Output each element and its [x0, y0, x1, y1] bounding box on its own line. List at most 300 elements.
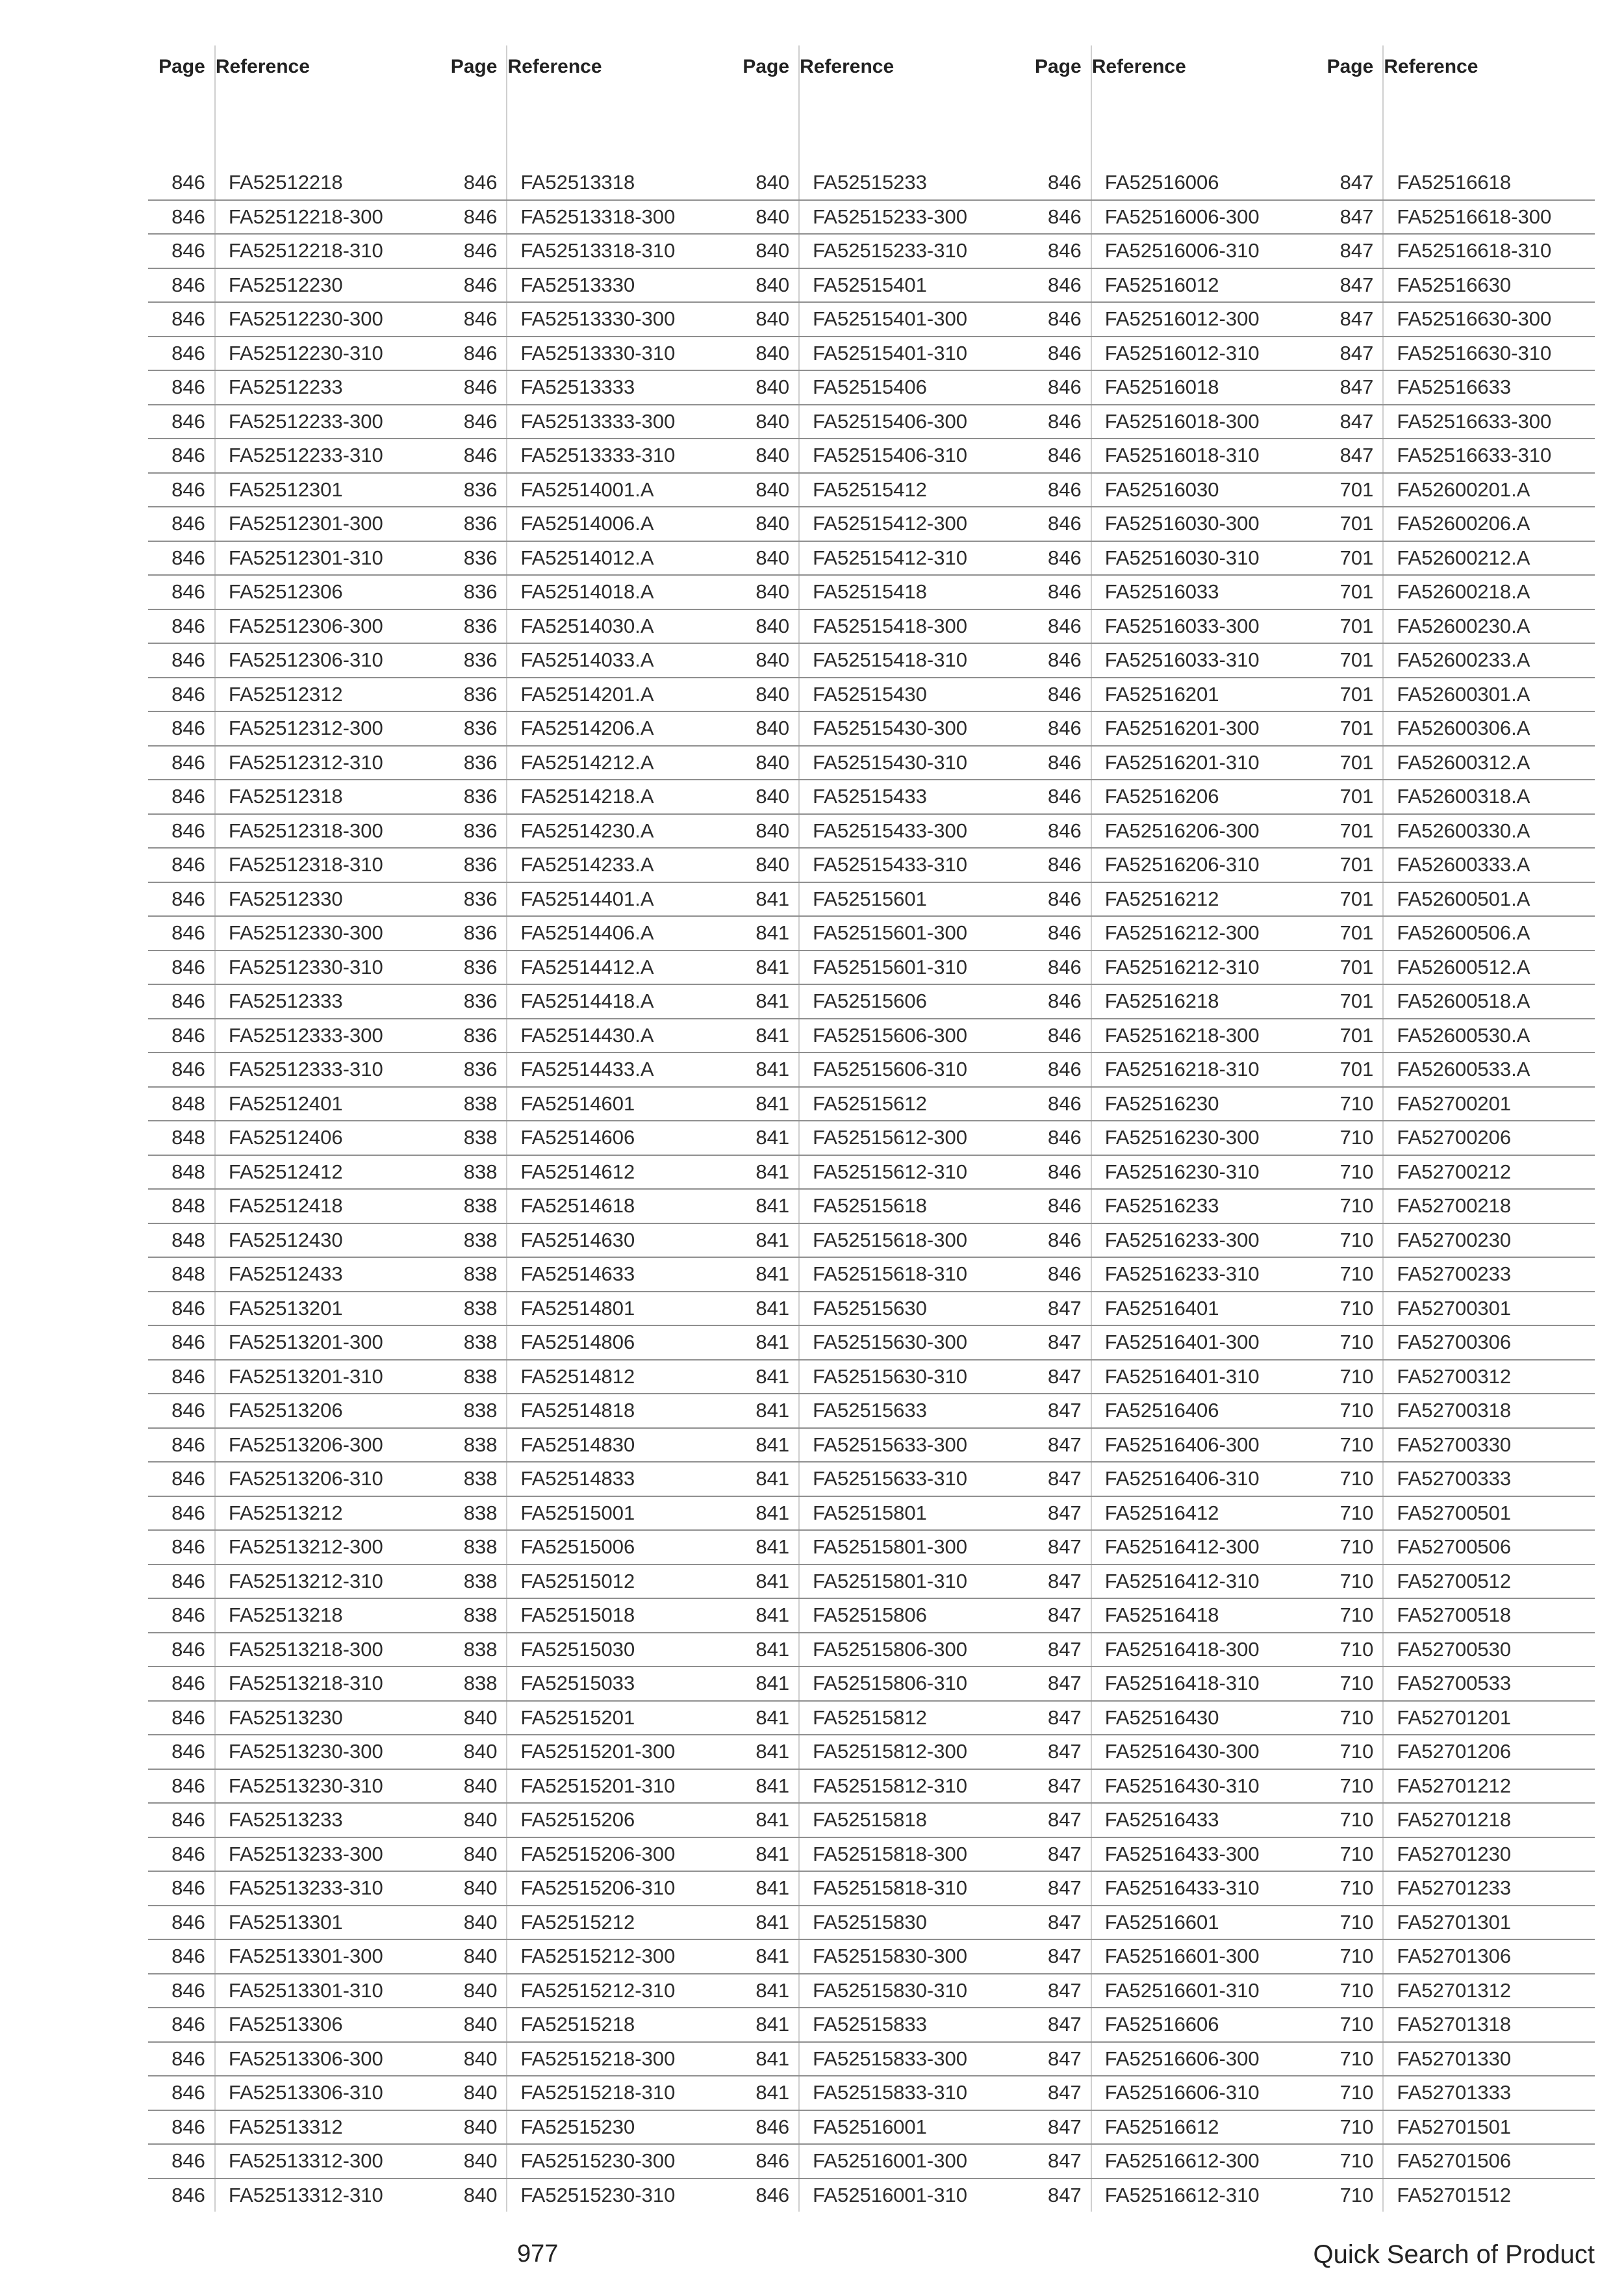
page-cell: 836 — [440, 507, 507, 541]
reference-cell: FA52600201.A — [1383, 473, 1595, 507]
page-cell: 838 — [440, 1223, 507, 1258]
page-cell: 846 — [148, 1701, 215, 1735]
page-cell: 840 — [732, 678, 799, 712]
reference-cell: FA52516618-300 — [1383, 200, 1595, 235]
page-cell: 846 — [148, 507, 215, 541]
reference-cell: FA52701301 — [1383, 1906, 1595, 1940]
page-cell: 841 — [732, 1633, 799, 1667]
table-row — [148, 1701, 1595, 1735]
page-cell: 846 — [1024, 507, 1091, 541]
reference-cell: FA52516633 — [1383, 370, 1595, 405]
reference-cell: FA52516606 — [1091, 2008, 1317, 2042]
table-row — [148, 1360, 1595, 1394]
reference-cell: FA52513301-300 — [215, 1939, 440, 1974]
reference-cell: FA52516406 — [1091, 1394, 1317, 1428]
page-cell: 847 — [1024, 1598, 1091, 1633]
reference-cell: FA52600501.A — [1383, 882, 1595, 917]
reference-cell: FA52512330-300 — [215, 916, 440, 951]
page-cell: 840 — [440, 1837, 507, 1872]
reference-cell: FA52514433.A — [507, 1053, 732, 1087]
reference-cell: FA52515233-300 — [799, 200, 1024, 235]
page-cell: 846 — [148, 200, 215, 235]
reference-cell: FA52515212-310 — [507, 1974, 732, 2008]
reference-cell: FA52515630-300 — [799, 1325, 1024, 1360]
page-cell: 846 — [732, 2110, 799, 2145]
page-cell: 847 — [1024, 1906, 1091, 1940]
table-row — [148, 1019, 1595, 1053]
reference-cell: FA52512218-300 — [215, 200, 440, 235]
page-cell: 846 — [148, 2144, 215, 2178]
reference-cell: FA52513330 — [507, 268, 732, 303]
reference-cell: FA52515833 — [799, 2008, 1024, 2042]
page-cell: 840 — [732, 575, 799, 609]
reference-cell: FA52516601 — [1091, 1906, 1317, 1940]
reference-cell: FA52516430-300 — [1091, 1735, 1317, 1769]
page-cell: 836 — [440, 951, 507, 985]
page-cell: 846 — [148, 1871, 215, 1906]
reference-cell: FA52516418-310 — [1091, 1667, 1317, 1701]
reference-cell: FA52513233-310 — [215, 1871, 440, 1906]
reference-cell: FA52512412 — [215, 1155, 440, 1190]
reference-cell: FA52700301 — [1383, 1292, 1595, 1326]
reference-cell: FA52600230.A — [1383, 609, 1595, 644]
reference-cell: FA52513318-310 — [507, 234, 732, 268]
page-cell: 840 — [732, 780, 799, 814]
page-cell: 846 — [440, 268, 507, 303]
page-cell: 847 — [1317, 405, 1384, 439]
page-cell: 841 — [732, 1019, 799, 1053]
reference-cell: FA52513330-310 — [507, 337, 732, 371]
page-cell: 836 — [440, 541, 507, 576]
table-row — [148, 370, 1595, 405]
reference-cell: FA52516401-300 — [1091, 1325, 1317, 1360]
reference-cell: FA52516001 — [799, 2110, 1024, 2145]
reference-cell: FA52701501 — [1383, 2110, 1595, 2145]
reference-cell: FA52600518.A — [1383, 984, 1595, 1019]
page-column-header: Page — [1326, 56, 1374, 77]
reference-cell: FA52512418 — [215, 1189, 440, 1223]
reference-cell: FA52516001-300 — [799, 2144, 1024, 2178]
reference-cell: FA52701233 — [1383, 1871, 1595, 1906]
page-cell: 838 — [440, 1257, 507, 1292]
page-cell: 701 — [1317, 1019, 1384, 1053]
page-cell: 701 — [1317, 575, 1384, 609]
reference-cell: FA52515006 — [507, 1530, 732, 1565]
reference-cell: FA52515812-310 — [799, 1769, 1024, 1804]
reference-cell: FA52515018 — [507, 1598, 732, 1633]
page-cell: 841 — [732, 1360, 799, 1394]
reference-cell: FA52600312.A — [1383, 746, 1595, 780]
page-cell: 841 — [732, 1292, 799, 1326]
page-cell: 846 — [148, 1974, 215, 2008]
page-cell: 701 — [1317, 507, 1384, 541]
page-cell: 841 — [732, 984, 799, 1019]
reference-cell: FA52516033-300 — [1091, 609, 1317, 644]
reference-cell: FA52600218.A — [1383, 575, 1595, 609]
page-cell: 841 — [732, 1325, 799, 1360]
page-cell: 841 — [732, 1496, 799, 1531]
reference-cell: FA52515230 — [507, 2110, 732, 2145]
reference-cell: FA52513318-300 — [507, 200, 732, 235]
page-cell: 841 — [732, 1974, 799, 2008]
page-cell: 836 — [440, 678, 507, 712]
reference-cell: FA52516233-310 — [1091, 1257, 1317, 1292]
reference-cell: FA52512233-300 — [215, 405, 440, 439]
reference-cell: FA52513301-310 — [215, 1974, 440, 2008]
page-cell: 847 — [1317, 234, 1384, 268]
page-cell: 846 — [148, 1769, 215, 1804]
page-cell: 841 — [732, 1257, 799, 1292]
page-cell: 840 — [440, 1803, 507, 1837]
reference-cell: FA52513333-310 — [507, 439, 732, 473]
reference-cell: FA52514430.A — [507, 1019, 732, 1053]
reference-cell: FA52515812-300 — [799, 1735, 1024, 1769]
reference-cell: FA52515212 — [507, 1906, 732, 1940]
page-cell: 838 — [440, 1360, 507, 1394]
page-cell: 847 — [1024, 2110, 1091, 2145]
page-cell: 846 — [1024, 984, 1091, 1019]
table-row — [148, 2144, 1595, 2178]
page-cell: 846 — [1024, 746, 1091, 780]
reference-cell: FA52512230 — [215, 268, 440, 303]
page-cell: 846 — [148, 370, 215, 405]
reference-cell: FA52515833-300 — [799, 2042, 1024, 2076]
reference-cell: FA52516601-300 — [1091, 1939, 1317, 1974]
reference-cell: FA52512301 — [215, 473, 440, 507]
page-cell: 701 — [1317, 1053, 1384, 1087]
page-cell: 846 — [148, 780, 215, 814]
page-cell: 840 — [732, 541, 799, 576]
page-cell: 847 — [1317, 337, 1384, 371]
reference-cell: FA52516201-310 — [1091, 746, 1317, 780]
table-row — [148, 1769, 1595, 1804]
page-cell: 841 — [732, 2008, 799, 2042]
reference-cell: FA52516212-300 — [1091, 916, 1317, 951]
reference-cell: FA52516006 — [1091, 166, 1317, 200]
page-cell: 840 — [732, 711, 799, 746]
page-cell: 701 — [1317, 678, 1384, 712]
page-cell: 840 — [440, 1871, 507, 1906]
reference-cell: FA52516633-310 — [1383, 439, 1595, 473]
page-cell: 841 — [732, 1053, 799, 1087]
page-cell: 836 — [440, 916, 507, 951]
reference-cell: FA52515633-300 — [799, 1428, 1024, 1463]
page-cell: 841 — [732, 1530, 799, 1565]
reference-cell: FA52515430-300 — [799, 711, 1024, 746]
page-cell: 710 — [1317, 1871, 1384, 1906]
reference-cell: FA52516233 — [1091, 1189, 1317, 1223]
page-cell: 840 — [463, 2183, 498, 2206]
page-cell: 846 — [148, 848, 215, 882]
reference-cell: FA52513330-300 — [507, 302, 732, 337]
page-cell: 710 — [1317, 1530, 1384, 1565]
page-cell: 710 — [1317, 2008, 1384, 2042]
reference-cell: FA52515418 — [799, 575, 1024, 609]
page-cell: 836 — [440, 780, 507, 814]
page-cell: 841 — [732, 1735, 799, 1769]
page-cell: 840 — [440, 2008, 507, 2042]
page-cell: 846 — [148, 302, 215, 337]
page-cell: 840 — [440, 2144, 507, 2178]
page-cell: 840 — [732, 234, 799, 268]
page-cell: 841 — [732, 2076, 799, 2110]
page-cell: 838 — [440, 1667, 507, 1701]
reference-cell: FA52700533 — [1383, 1667, 1595, 1701]
reference-cell: FA52600318.A — [1383, 780, 1595, 814]
page-cell: 838 — [440, 1633, 507, 1667]
reference-cell: FA52515612-300 — [799, 1121, 1024, 1155]
reference-cell: FA52512233-310 — [215, 439, 440, 473]
page-cell: 846 — [1024, 234, 1091, 268]
reference-cell: FA52515812 — [799, 1701, 1024, 1735]
header-spacer — [148, 88, 1595, 166]
page-cell: 847 — [1317, 166, 1384, 200]
page-cell: 847 — [1024, 1735, 1091, 1769]
page-cell: 846 — [1024, 780, 1091, 814]
reference-column-header: Reference — [1383, 45, 1595, 88]
reference-cell: FA52514012.A — [507, 541, 732, 576]
page-cell: 846 — [148, 2110, 215, 2145]
page-cell: 838 — [440, 1155, 507, 1190]
table-row — [148, 1735, 1595, 1769]
page-cell: 847 — [1317, 439, 1384, 473]
page-cell: 846 — [148, 473, 215, 507]
reference-cell: FA52516618 — [1383, 166, 1595, 200]
reference-cell: FA52513333-300 — [507, 405, 732, 439]
reference-cell: FA52515201-310 — [507, 1769, 732, 1804]
reference-cell: FA52515412-300 — [799, 507, 1024, 541]
page-cell: 846 — [1024, 473, 1091, 507]
reference-cell: FA52516218-300 — [1091, 1019, 1317, 1053]
reference-cell: FA52516230-310 — [1091, 1155, 1317, 1190]
page-cell: 846 — [148, 711, 215, 746]
reference-cell: FA52513233-300 — [215, 1837, 440, 1872]
page-cell: 841 — [732, 1428, 799, 1463]
page-cell: 841 — [732, 1565, 799, 1599]
reference-cell: FA52513306-300 — [215, 2042, 440, 2076]
page-cell: 836 — [440, 711, 507, 746]
table-row — [148, 1633, 1595, 1667]
page-cell: 847 — [1024, 1462, 1091, 1496]
reference-cell: FA52516433 — [1091, 1803, 1317, 1837]
page-cell: 846 — [1024, 1155, 1091, 1190]
reference-cell: FA52516633-300 — [1383, 405, 1595, 439]
reference-cell: FA52516218 — [1091, 984, 1317, 1019]
page-cell: 846 — [440, 200, 507, 235]
reference-cell: FA52516033-310 — [1091, 643, 1317, 678]
reference-cell: FA52516412-310 — [1091, 1565, 1317, 1599]
page-cell: 836 — [440, 575, 507, 609]
table-row — [148, 1325, 1595, 1360]
page-cell: 846 — [1024, 1053, 1091, 1087]
page-cell: 846 — [148, 405, 215, 439]
product-index-table — [148, 45, 1595, 2212]
page-cell: 836 — [440, 814, 507, 849]
reference-cell: FA52600333.A — [1383, 848, 1595, 882]
page-cell: 848 — [148, 1155, 215, 1190]
table-row — [148, 678, 1595, 712]
page-cell: 710 — [1317, 2042, 1384, 2076]
reference-cell: FA52701201 — [1383, 1701, 1595, 1735]
reference-cell: FA52516006-300 — [1091, 200, 1317, 235]
page-cell: 846 — [1024, 848, 1091, 882]
page-cell: 840 — [440, 1701, 507, 1735]
table-row — [148, 746, 1595, 780]
page-cell: 847 — [1024, 1769, 1091, 1804]
table-row — [148, 1871, 1595, 1906]
reference-cell: FA52512318-300 — [215, 814, 440, 849]
table-row — [148, 1530, 1595, 1565]
table-row — [148, 2076, 1595, 2110]
page-cell: 846 — [148, 2042, 215, 2076]
page-cell: 846 — [440, 439, 507, 473]
page-cell: 710 — [1317, 1939, 1384, 1974]
reference-cell: FA52515401 — [799, 268, 1024, 303]
page-cell: 846 — [148, 814, 215, 849]
page-cell: 848 — [148, 1121, 215, 1155]
reference-cell: FA52515612 — [799, 1087, 1024, 1121]
page-cell: 847 — [1024, 1565, 1091, 1599]
reference-cell: FA52515618 — [799, 1189, 1024, 1223]
reference-cell: FA52512306 — [215, 575, 440, 609]
reference-cell: FA52516201-300 — [1091, 711, 1317, 746]
reference-cell: FA52516012-300 — [1091, 302, 1317, 337]
reference-cell: FA52515818-300 — [799, 1837, 1024, 1872]
page-cell: 846 — [1024, 1019, 1091, 1053]
reference-cell: FA52515233-310 — [799, 234, 1024, 268]
page-cell: 840 — [732, 337, 799, 371]
reference-cell: FA52701218 — [1383, 1803, 1595, 1837]
reference-cell: FA52700233 — [1383, 1257, 1595, 1292]
page-cell: 840 — [440, 1974, 507, 2008]
table-row — [148, 302, 1595, 337]
reference-cell: FA52513206 — [215, 1394, 440, 1428]
table-header — [148, 45, 1595, 88]
reference-cell: FA52514030.A — [507, 609, 732, 644]
reference-cell: FA52600533.A — [1383, 1053, 1595, 1087]
reference-cell: FA52600306.A — [1383, 711, 1595, 746]
reference-cell: FA52700333 — [1383, 1462, 1595, 1496]
page-cell: 846 — [148, 1360, 215, 1394]
page-cell: 841 — [732, 1598, 799, 1633]
page-cell: 847 — [1024, 1803, 1091, 1837]
page-cell: 840 — [732, 166, 799, 200]
reference-cell: FA52514418.A — [507, 984, 732, 1019]
page-cell: 841 — [732, 1803, 799, 1837]
reference-cell: FA52700512 — [1383, 1565, 1595, 1599]
reference-cell: FA52516401 — [1091, 1292, 1317, 1326]
reference-cell: FA52515218-310 — [507, 2076, 732, 2110]
reference-cell: FA52512333-310 — [215, 1053, 440, 1087]
table-row — [148, 1565, 1595, 1599]
page-cell: 840 — [732, 609, 799, 644]
page-cell: 846 — [148, 2076, 215, 2110]
reference-cell: FA52701318 — [1383, 2008, 1595, 2042]
page-cell: 841 — [732, 1906, 799, 1940]
page-cell: 710 — [1317, 1974, 1384, 2008]
page-cell: 847 — [1024, 1667, 1091, 1701]
table-row — [148, 711, 1595, 746]
page-cell: 841 — [732, 1701, 799, 1735]
reference-cell: FA52700318 — [1383, 1394, 1595, 1428]
table-row — [148, 2008, 1595, 2042]
page-cell: 846 — [1024, 643, 1091, 678]
reference-cell: FA52514618 — [507, 1189, 732, 1223]
page-cell: 846 — [148, 916, 215, 951]
reference-cell: FA52515618-310 — [799, 1257, 1024, 1292]
page-cell: 846 — [1024, 609, 1091, 644]
page-cell: 710 — [1317, 1087, 1384, 1121]
reference-cell: FA52700306 — [1383, 1325, 1595, 1360]
page-cell: 847 — [1317, 302, 1384, 337]
reference-cell: FA52516206-310 — [1091, 848, 1317, 882]
reference-cell: FA52514412.A — [507, 951, 732, 985]
page-cell: 846 — [148, 1394, 215, 1428]
page-cell: 841 — [732, 916, 799, 951]
page-column-header: Page — [450, 56, 498, 77]
reference-cell: FA52513312-310 — [215, 2178, 440, 2212]
reference-cell: FA52513201-300 — [215, 1325, 440, 1360]
page-cell: 840 — [732, 439, 799, 473]
page-cell: 846 — [148, 268, 215, 303]
reference-cell: FA52514201.A — [507, 678, 732, 712]
table-row — [148, 1394, 1595, 1428]
page-cell: 841 — [732, 1121, 799, 1155]
reference-cell: FA52515406-300 — [799, 405, 1024, 439]
reference-cell: FA52514006.A — [507, 507, 732, 541]
table-row — [148, 951, 1595, 985]
reference-cell: FA52516018-300 — [1091, 405, 1317, 439]
reference-cell: FA52513212 — [215, 1496, 440, 1531]
page-cell: 848 — [148, 1223, 215, 1258]
reference-cell: FA52600530.A — [1383, 1019, 1595, 1053]
page-cell: 846 — [148, 439, 215, 473]
reference-cell: FA52513233 — [215, 1803, 440, 1837]
page-cell: 701 — [1317, 814, 1384, 849]
page-cell: 846 — [1024, 575, 1091, 609]
page-cell: 846 — [1024, 200, 1091, 235]
page-cell: 841 — [732, 1837, 799, 1872]
page-cell: 847 — [1317, 370, 1384, 405]
page-cell: 846 — [171, 2183, 205, 2206]
reference-cell: FA52516606-310 — [1091, 2076, 1317, 2110]
table-row — [148, 1155, 1595, 1190]
reference-cell: FA52515418-300 — [799, 609, 1024, 644]
reference-cell: FA52513218-310 — [215, 1667, 440, 1701]
page-cell: 847 — [1024, 1939, 1091, 1974]
page-cell: 701 — [1317, 951, 1384, 985]
reference-cell: FA52701306 — [1383, 1939, 1595, 1974]
reference-cell: FA52516201 — [1091, 678, 1317, 712]
reference-cell: FA52515806-300 — [799, 1633, 1024, 1667]
page-cell: 846 — [148, 1906, 215, 1940]
page-cell: 841 — [732, 882, 799, 917]
reference-cell: FA52516001-310 — [799, 2178, 1024, 2212]
page-cell: 710 — [1317, 1223, 1384, 1258]
page-cell: 846 — [1024, 711, 1091, 746]
table-row — [148, 2110, 1595, 2145]
page-cell: 838 — [440, 1087, 507, 1121]
page-cell: 840 — [732, 507, 799, 541]
reference-cell: FA52514633 — [507, 1257, 732, 1292]
page-cell: 847 — [1024, 2042, 1091, 2076]
reference-cell: FA52513312-300 — [215, 2144, 440, 2178]
reference-cell: FA52515606-300 — [799, 1019, 1024, 1053]
page-cell: 836 — [440, 643, 507, 678]
page-cell: 710 — [1317, 1121, 1384, 1155]
reference-cell: FA52516412 — [1091, 1496, 1317, 1531]
page-cell: 840 — [732, 473, 799, 507]
